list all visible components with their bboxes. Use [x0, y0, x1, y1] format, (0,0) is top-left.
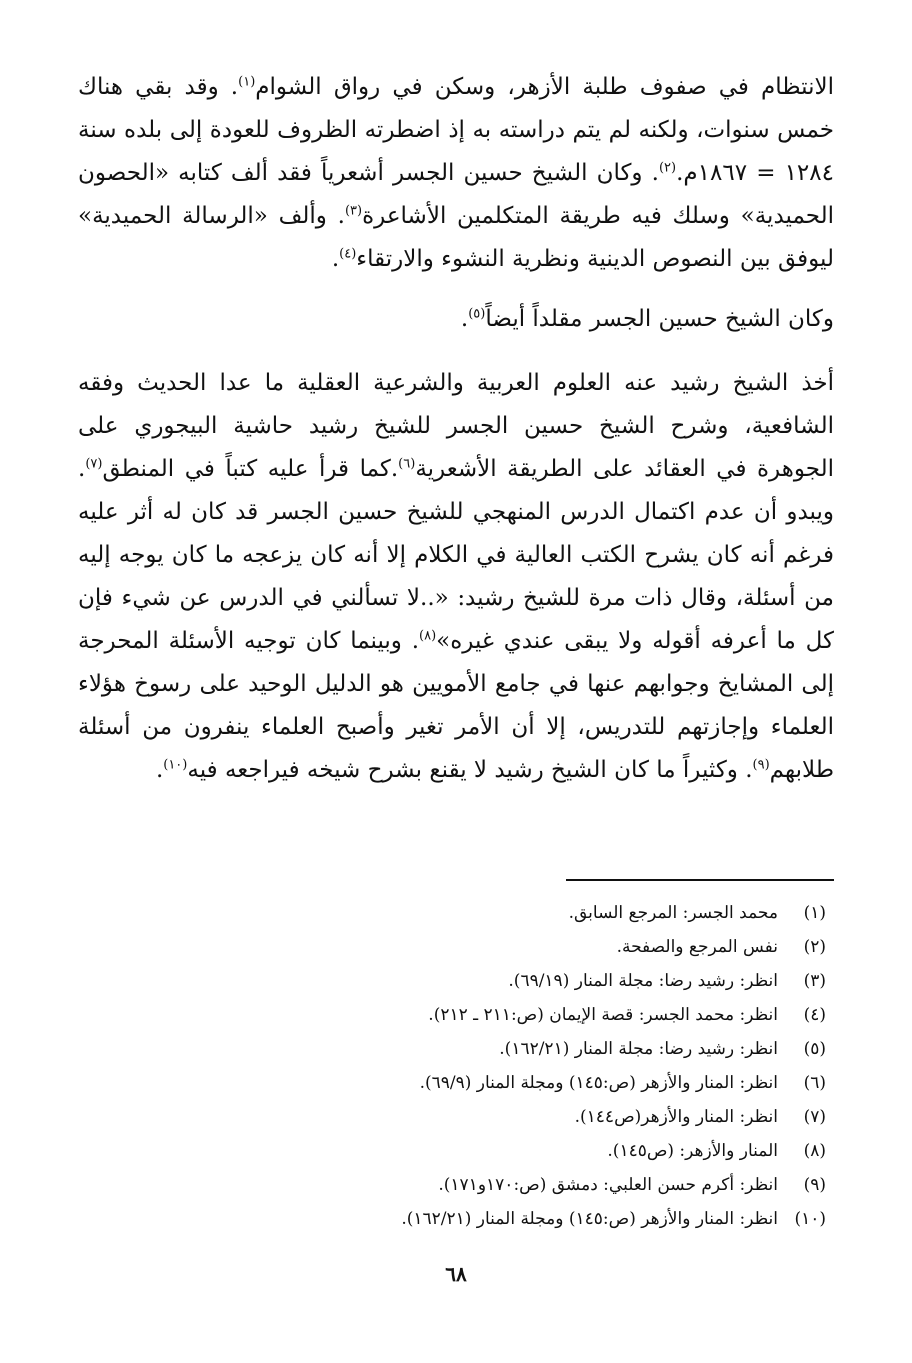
footnote	[150, 998, 826, 1032]
footnote	[150, 930, 826, 964]
footnote-number: (١)	[803, 903, 826, 923]
footnote	[150, 1134, 826, 1168]
text-run: . وكان الشيخ حسين الجسر أشعرياً فقد ألف كتابه «الحصون الحميدية» وسلك فيه طريقة المتكلمين الأشاعرة	[78, 160, 834, 229]
footnote-text: المنار والأزهر: (ص١٤٥).	[607, 1141, 778, 1161]
footnote-text: انظر: المنار والأزهر (ص:١٤٥) ومجلة المنار (١٦٢/٢١).	[401, 1209, 778, 1229]
footnote-separator	[566, 879, 834, 881]
footnote-text: انظر: المنار والأزهر(ص١٤٤).	[574, 1107, 778, 1127]
footnote-text: محمد الجسر: المرجع السابق.	[568, 903, 778, 923]
footnote-text: انظر: محمد الجسر: قصة الإيمان (ص:٢١١ ـ ٢١٢).	[428, 1005, 778, 1025]
footnote-number: (٤)	[803, 1005, 826, 1025]
footnote-number: (٨)	[803, 1141, 826, 1161]
footnote-ref: (٩)	[752, 757, 770, 773]
footnote	[150, 1100, 826, 1134]
footnote	[150, 1066, 826, 1100]
text-run: .	[460, 306, 469, 332]
footnote	[150, 1032, 826, 1066]
footnote-ref: (١٠)	[163, 757, 188, 773]
footnote-text: انظر: أكرم حسن العلبي: دمشق (ص:١٧٠و١٧١).	[438, 1175, 778, 1195]
footnote-ref: (٥)	[468, 306, 486, 322]
footnote-number: (٦)	[803, 1073, 826, 1093]
footnote-ref: (٤)	[339, 246, 357, 262]
main-text	[78, 66, 834, 792]
text-run: .كما قرأ عليه كتباً في المنطق	[102, 456, 399, 482]
paragraph	[78, 66, 834, 281]
footnote	[150, 1168, 826, 1202]
footnote-ref: (١)	[238, 74, 256, 90]
footnote-text: انظر: رشيد رضا: مجلة المنار (١٦٢/٢١).	[499, 1039, 778, 1059]
footnote-number: (٩)	[803, 1175, 826, 1195]
footnote-text: نفس المرجع والصفحة.	[616, 937, 778, 957]
footnote-text: انظر: المنار والأزهر (ص:١٤٥) ومجلة المنار (٦٩/٩).	[419, 1073, 778, 1093]
footnote-text: انظر: رشيد رضا: مجلة المنار (٦٩/١٩).	[508, 971, 778, 991]
text-run: . وقد بقي هناك خمس سنوات، ولكنه لم يتم دراسته به إذ اضطرته الظروف للعودة إلى بلده سنة ١٢٨٤ = ١٨٦٧م.	[78, 74, 834, 186]
footnotes-list	[150, 896, 826, 1236]
footnote-number: (١٠)	[794, 1209, 826, 1229]
footnote-number: (٧)	[803, 1107, 826, 1127]
footnote	[150, 964, 826, 998]
text-run: .	[155, 757, 164, 783]
text-run: وكان الشيخ حسين الجسر مقلداً أيضاً	[485, 306, 834, 332]
footnote-ref: (٦)	[398, 456, 416, 472]
text-run: .	[331, 246, 340, 272]
footnote-number: (٣)	[803, 971, 826, 991]
footnote-ref: (٧)	[85, 456, 103, 472]
page-number: ٦٨	[445, 1262, 467, 1286]
footnote-ref: (٣)	[344, 203, 363, 219]
footnote-ref: (٢)	[658, 160, 677, 176]
paragraph	[78, 362, 834, 792]
footnote	[150, 896, 826, 930]
text-run: الانتظام في صفوف طلبة الأزهر، وسكن في رواق الشوام	[255, 74, 834, 100]
paragraph	[78, 298, 834, 341]
footnote-number: (٥)	[803, 1039, 826, 1059]
text-run: . وبينما كان توجيه الأسئلة المحرجة إلى المشايخ وجوابهم عنها في جامع الأمويين هو الدليل الوحيد على رسوخ هؤلاء العلماء وإجازتهم للتدريس، إلا أن الأمر تغير وأصبح العلماء ينفرون من أسئلة طلابهم	[78, 628, 834, 783]
text-run: . وكثيراً ما كان الشيخ رشيد لا يقنع بشرح شيخه فيراجعه فيه	[187, 757, 753, 783]
footnote-ref: (٨)	[419, 628, 437, 644]
footnote	[150, 1202, 826, 1236]
text-run: أخذ الشيخ رشيد عنه العلوم العربية والشرعية العقلية ما عدا الحديث وفقه الشافعية، وشرح الشيخ حسين الجسر للشيخ رشيد حاشية البيجوري على الجوهرة في العقائد على الطريقة الأشعرية	[78, 370, 834, 482]
text-run: . ويبدو أن عدم اكتمال الدرس المنهجي للشيخ حسين الجسر قد كان له أثر عليه فرغم أنه كان يشرح الكتب العالية في الكلام إلا أنه كان يزعجه ما كان يوجه إليه من أسئلة، وقال ذات مرة للشيخ رشيد: «..لا تسألني في الدرس عن شيء فإن كل ما أعرفه أقوله ولا يبقى عندي غيره»	[78, 456, 834, 654]
text-run: . وألف «الرسالة الحميدية» ليوفق بين النصوص الدينية ونظرية النشوء والارتقاء	[78, 203, 834, 272]
footnote-number: (٢)	[803, 937, 826, 957]
